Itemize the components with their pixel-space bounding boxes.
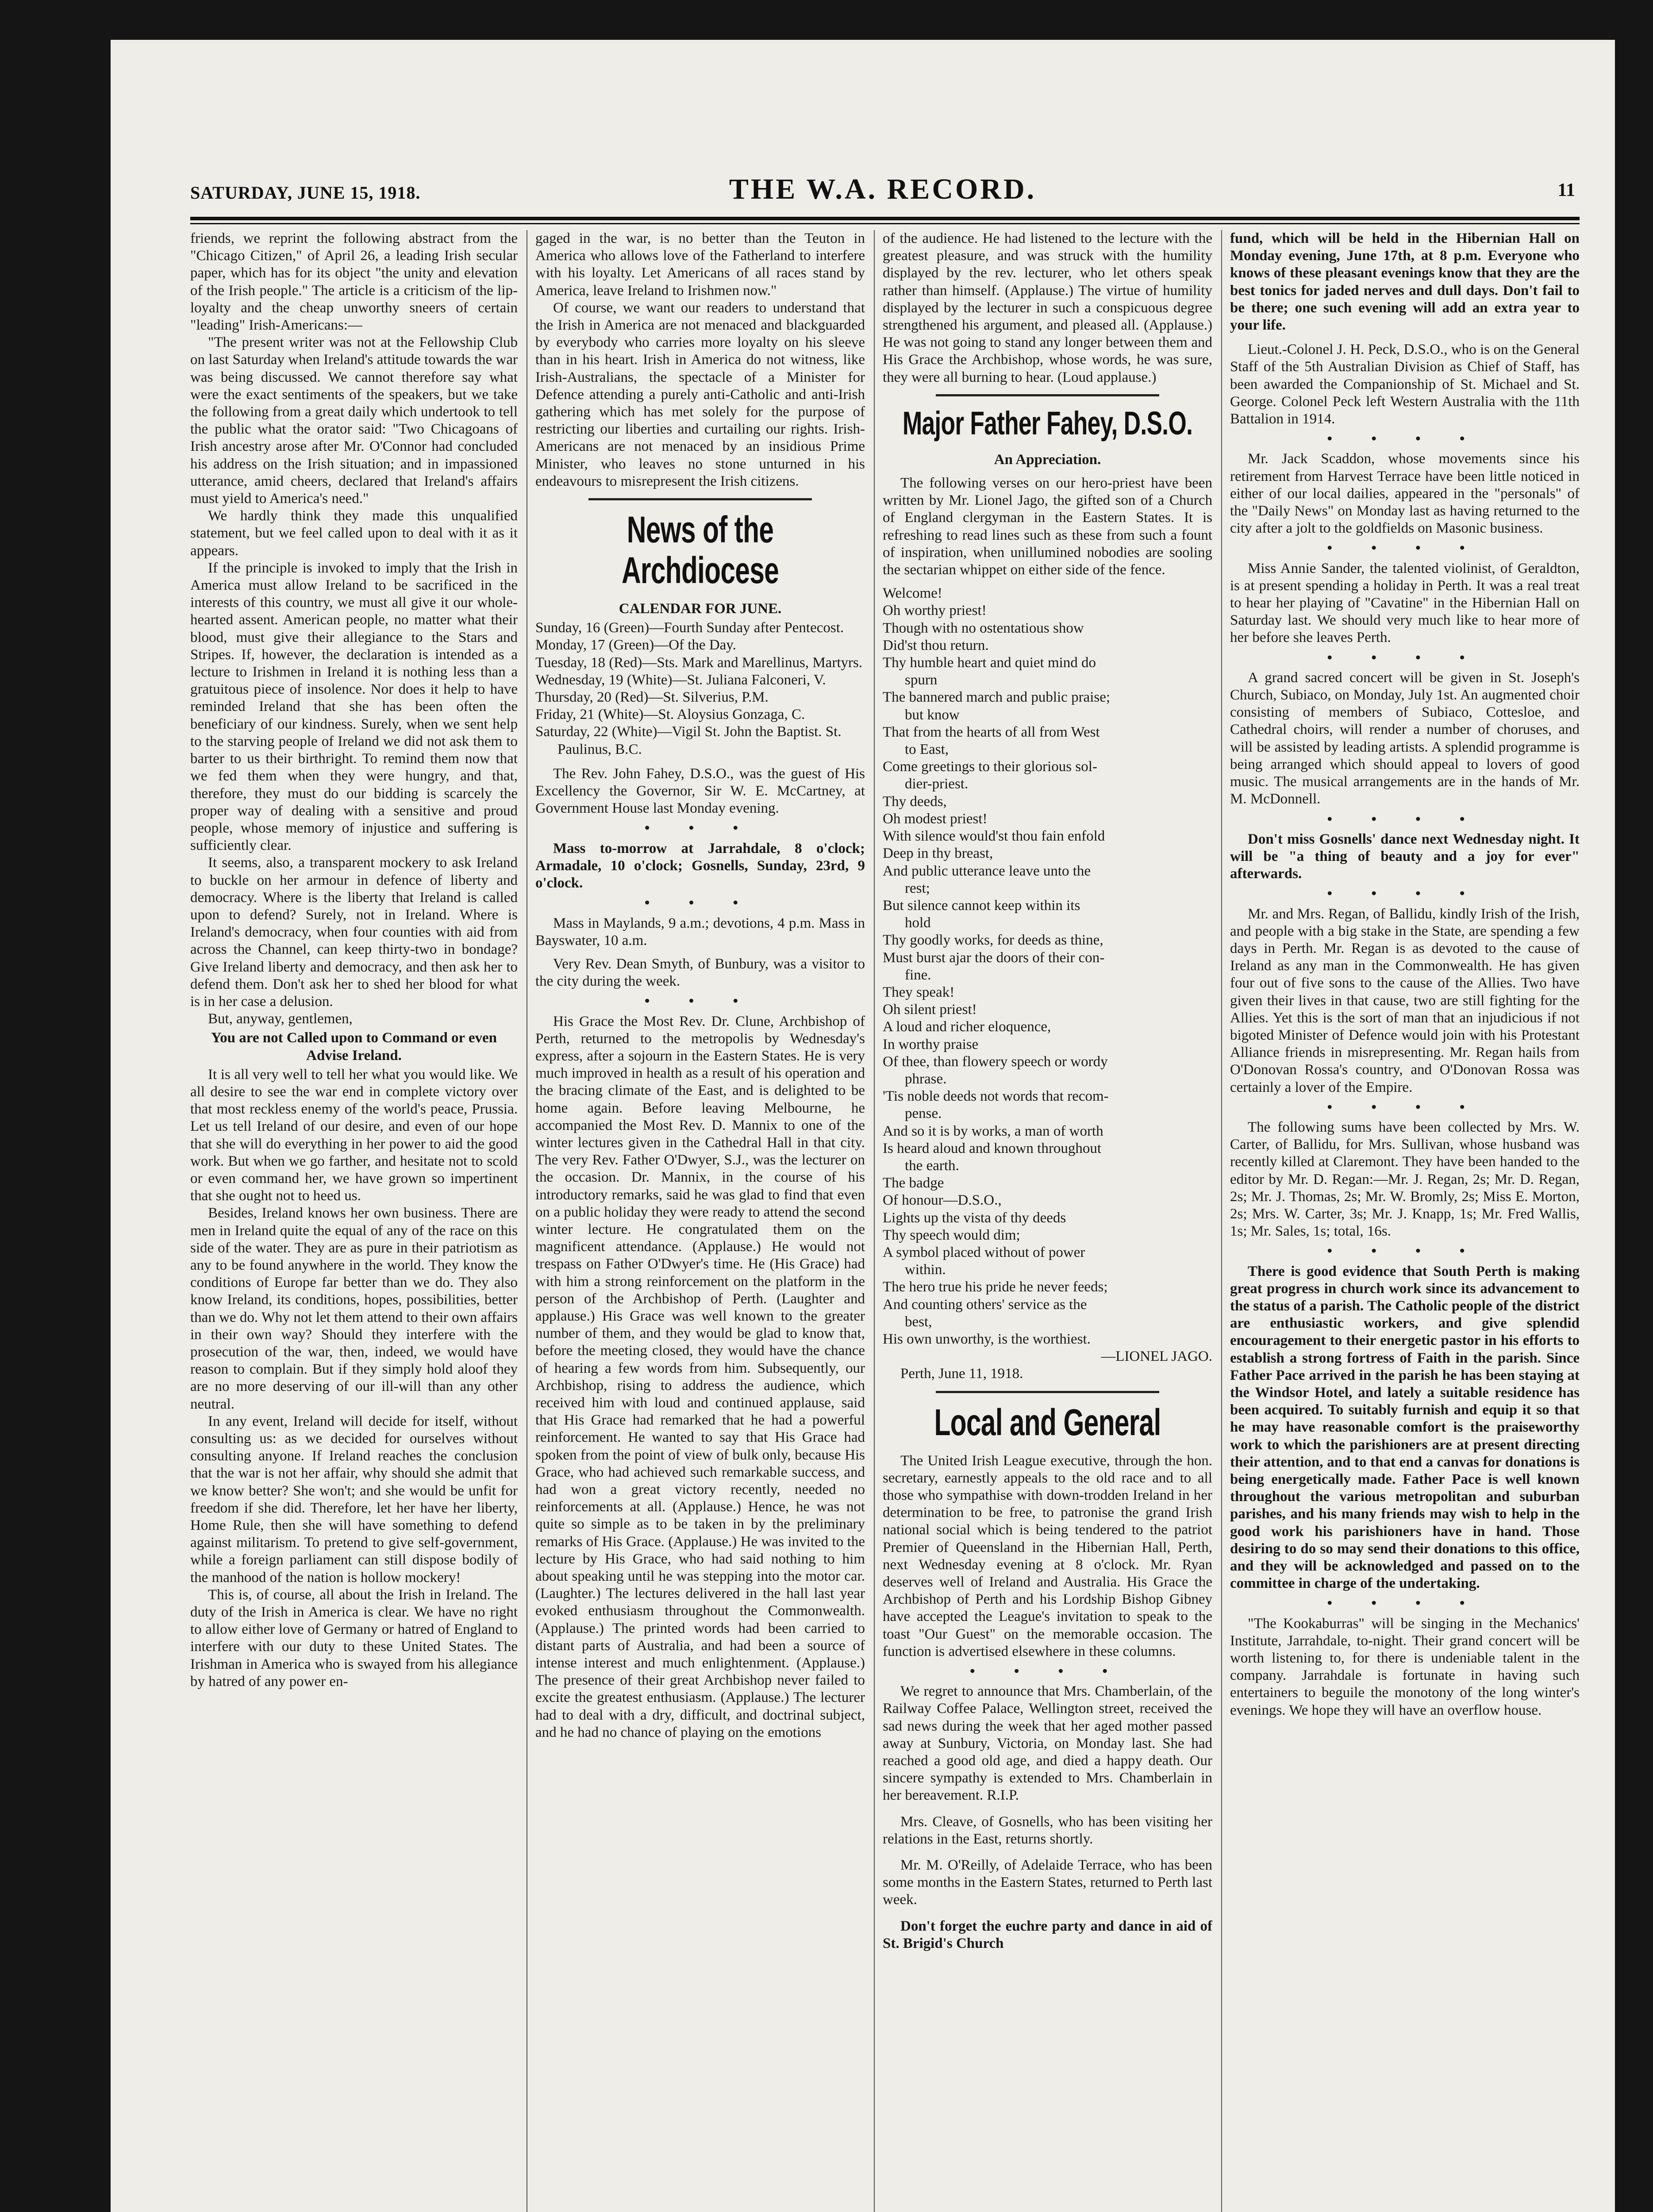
poem-line: Thy humble heart and quiet mind do (883, 655, 1096, 671)
poem-line: Must burst ajar the doors of their con- (883, 949, 1105, 966)
separator-stars: • • • • (1327, 1243, 1483, 1260)
separator-stars: • • • (644, 993, 756, 1010)
poem-line: Oh silent priest! (883, 1002, 977, 1018)
poem-line: 'Tis noble deeds not words that recom- (883, 1088, 1109, 1105)
poem-line: Welcome! (883, 585, 942, 602)
calendar-title: CALENDAR FOR JUNE. (619, 601, 782, 617)
article-paragraph: Mass in Maylands, 9 a.m.; devotions, 4 p.m. Mass in Bayswater, 10 a.m. (535, 915, 865, 949)
section-rule (936, 394, 1159, 396)
poem-line: Though with no ostentatious show (883, 620, 1084, 636)
poem-line: dier-priest. (905, 776, 969, 792)
article-paragraph: The United Irish League executive, through the hon. secretary, earnestly appeals to the old race and to all those who sympathise with down-trodden Ireland in her determination to be free, to patronise the grand Irish national social which is being tendered to the patriot Premier of Queensland in the Hibernian Hall, Perth, next Wednesday evening at 8 o'clock. Mr. Ryan deserves well of Ireland and Australia. His Grace the Archbishop of Perth and his Lordship Bishop Gibney have accepted the League's invitation to speak to the toast "Our Guest" on the memorable occasion. The function is advertised elsewhere in these columns. (883, 1452, 1212, 1659)
header-rule-thick (190, 217, 1580, 220)
article-paragraph: Mr. M. O'Reilly, of Adelaide Terrace, who has been some months in the Eastern States, returned to Perth last week. (883, 1857, 1212, 1908)
poem-signature: —LIONEL JAGO. (1101, 1348, 1212, 1365)
poem-line: to East, (905, 741, 949, 758)
poem-line: Lights up the vista of thy deeds (883, 1210, 1066, 1226)
separator-stars: • • • • (1327, 811, 1483, 827)
separator-stars: • • • • (1327, 1595, 1483, 1612)
column-3 (883, 230, 1212, 2212)
article-paragraph: Mrs. Cleave, of Gosnells, who has been visiting her relations in the East, returns shortly. (883, 1813, 1212, 1847)
article-paragraph-bold: There is good evidence that South Perth is making great progress in church work since its advancement to the status of a parish. The Catholic people of the district are enthusiastic workers, and give splendid encouragement to their energetic pastor in his efforts to establish a strong fortress of Faith in the parish. Since Father Pace arrived in the parish he has been staying at the Windsor Hotel, and lately a suitable residence has been acquired. To suitably furnish and equip it so that he may have reasonable comfort is the praiseworthy work to which the parishioners are at present directing their attention, and to that end a canvas for donations is being energetically made. Father Pace is well known throughout the various metropolitan and suburban parishes, and his many friends may wish to help in the good work his parishioners have in hand. Those desiring to do so may send their donations to this office, and they will be acknowledged and passed on to the committee in charge of the undertaking. (1230, 1263, 1580, 1592)
separator-stars: • • • • (1327, 431, 1483, 447)
separator-stars: • • • • (1327, 649, 1483, 666)
article-paragraph: friends, we reprint the following abstract from the "Chicago Citizen," of April 26, a leading Irish secular paper, which has for its object "the unity and elevation of the Irish people." The article is a criticism of the lip-loyalty and the cheap unworthy sneers of certain "leading" Irish-Americans:— (190, 230, 518, 334)
section-rule (588, 498, 812, 500)
separator-stars: • • • • (1327, 1099, 1483, 1115)
poem-line: Of thee, than flowery speech or wordy (883, 1053, 1108, 1070)
calendar-entry: Tuesday, 18 (Red)—Sts. Mark and Marellinus, Martyrs. (535, 654, 863, 671)
poem-line: fine. (905, 967, 931, 983)
article-paragraph: Besides, Ireland knows her own business. There are men in Ireland quite the equal of any of the race on this side of the water. They are as pure in their patriotism as any to be found anywhere in the world. They know the conditions of Europe far better than we do. They also know Ireland, its conditions, hopes, possibilities, better than we do. Why not let them attend to their own affairs in their own way? Should they interfere with the prosecution of the war, then, indeed, we would have reason to complain. But if they simply hold aloof they are no more deserving of our ill-will than any other neutral. (190, 1205, 518, 1412)
poem-line: Thy goodly works, for deeds as thine, (883, 932, 1103, 949)
calendar-entry: Friday, 21 (White)—St. Aloysius Gonzaga, C. (535, 707, 805, 723)
article-paragraph: Mr. and Mrs. Regan, of Ballidu, kindly Irish of the Irish, and people with a big stake in the State, are spending a few days in Perth. Mr. Regan is as devoted to the cause of Ireland as any man in the Commonwealth. He has given four out of five sons to the cause of the Allies. Two have given their lives in that cause, two are still fighting for the Allies. Yet this is the sort of man that an injudicious if not bigoted Minister of Defence would join with his Protestant Alliance friends in misrepresenting. Mr. Regan hails from O'Donovan Rossa's country, and O'Donovan Rossa was certainly a lover of the Empire. (1230, 906, 1580, 1095)
article-paragraph: The following verses on our hero-priest have been written by Mr. Lionel Jago, the gifted son of a Church of England clergyman in the Eastern States. It is refreshing to read lines such as these from such a fount of inspiration, when unillumined nobodies are sooling the sectarian whippet on either side of the fence. (883, 475, 1212, 578)
column-4 (1230, 230, 1580, 2212)
article-paragraph: Of course, we want our readers to understand that the Irish in America are not menaced and blackguarded by everybody who carries more loyalty on his sleeve than in his heart. Irish in America do not witness, like Irish-Australians, the spectacle of a Minister for Defence attending a purely anti-Catholic and anti-Irish gathering which has met solely for the purpose of restricting our liberties and curtailing our rights. Irish-Americans are not menaced by an insidious Prime Minister, who leaves no stone unturned in his endeavours to misrepresent the Irish citizens. (535, 300, 865, 489)
separator-stars: • • • • (970, 1663, 1125, 1680)
calendar-list (535, 619, 865, 758)
section-rule (936, 1391, 1159, 1393)
article-paragraph: Very Rev. Dean Smyth, of Bunbury, was a visitor to the city during the week. (535, 956, 865, 990)
poem-line: And so it is by works, a man of worth (883, 1123, 1103, 1139)
calendar-entry: Wednesday, 19 (White)—St. Juliana Falconeri, V. (535, 672, 826, 688)
calendar-entry: Saturday, 22 (White)—Vigil St. John the Baptist. St. Paulinus, B.C. (535, 724, 842, 757)
article-paragraph: In any event, Ireland will decide for itself, without consulting us: as we decided for ourselves without consulting anyone. If Ireland reaches the conclusion that the war is not her affair, why should she admit that we know better? She won't; and she would be unfit for freedom if she did. Therefore, let her have her liberty, Home Rule, then she will have something to defend against militarism. To pretend to give self-government, while a foreign parliament can still dispose bodily of the manhood of the nation is hollow mockery! (190, 1413, 518, 1586)
column-1 (190, 230, 518, 2212)
poem-line: Thy deeds, (883, 793, 947, 810)
article-paragraph: The Rev. John Fahey, D.S.O., was the guest of His Excellency the Governor, Sir W. E. McCartney, at Government House last Monday evening. (535, 765, 865, 817)
article-paragraph: We regret to announce that Mrs. Chamberlain, of the Railway Coffee Palace, Wellington street, received the sad news during the week that her aged mother passed away at Sunbury, Victoria, on Monday last. She had reached a good old age, and died a happy death. Our sincere sympathy is extended to Mrs. Chamberlain in her bereavement. R.I.P. (883, 1683, 1212, 1804)
article-paragraph: gaged in the war, is no better than the Teuton in America who allows love of the Fatherland to interfere with his loyalty. Let Americans of all races stand by America, leave Ireland to Irishmen now." (535, 230, 865, 299)
poem-line: That from the hearts of all from West (883, 724, 1100, 740)
poem-line: In worthy praise (883, 1036, 979, 1052)
article-paragraph: "The present writer was not at the Fellowship Club on last Saturday when Ireland's attitude towards the war was being discussed. We cannot therefore say what were the exact sentiments of the speakers, but we take the following from a great daily which undertook to tell the public what the orator said: "Two Chicagoans of Irish ancestry arose after Mr. O'Connor had concluded his address on the Irish situation; and in impassioned utterance, amid cheers, declared that Ireland's affairs must yield to America's need." (190, 334, 518, 507)
article-paragraph: "The Kookaburras" will be singing in the Mechanics' Institute, Jarrahdale, to-night. Their grand concert will be worth listening to, for there is undeniable talent in the company. Jarrahdale is fortunate in having such entertainers to beguile the monotony of the long winter's evenings. We hope they will have an overflow house. (1230, 1615, 1580, 1718)
article-paragraph-bold: Don't miss Gosnells' dance next Wednesday night. It will be "a thing of beauty and a joy for ever" afterwards. (1230, 831, 1580, 882)
poem-line: Did'st thou return. (883, 637, 989, 653)
poem-line: But silence cannot keep within its (883, 897, 1080, 914)
calendar-entry: Sunday, 16 (Green)—Fourth Sunday after Pentecost. (535, 620, 844, 636)
poem-line: best, (905, 1313, 932, 1330)
separator-stars: • • • (644, 895, 756, 911)
poem-line: Come greetings to their glorious sol- (883, 759, 1097, 775)
article-paragraph: His Grace the Most Rev. Dr. Clune, Archbishop of Perth, returned to the metropolis by Wednesday's express, after a sojourn in the Eastern States. He is very much improved in health as a result of his operation and the bracing climate of the East, and is delighted to be home again. Before leaving Melbourne, he accompanied the Most Rev. D. Mannix to one of the winter lectures given in the Cathedral Hall in that city. The very Rev. Father O'Dwyer, S.J., was the lecturer on the occasion. Dr. Mannix, in the course of his introductory remarks, said he was glad to find that even on a public holiday they were ready to attend the second winter lecture. He congratulated them on the magnificent attendance. (Applause.) He would not trespass on Father O'Dwyer's time. He (His Grace) had with him a strong reinforcement on the platform in the person of the Archbishop of Perth. (Laughter and applause.) His Grace was well known to the greater number of them, and they would be glad to know that, before the meeting closed, they would have the chance of hearing a few words from him. Subsequently, our Archbishop, rising to address the audience, which received him with loud and continued applause, said that His Grace had remarked that he had a powerful reinforcement. He wanted to say that His Grace had spoken from the point of view of bulk only, because His Grace, who had achieved such remarkable success, and had won a great victory recently, needed no reinforcements at all. (Applause.) Hence, he was not quite so simple as to be taken in by the preliminary remarks of His Grace. (Applause.) He was invited to the lecture by His Grace, who had said nothing to him about speaking until he was stepping into the motor car. (Laughter.) The lectures delivered in the hall last year evoked enthusiasm throughout the Commonwealth. (Applause.) The printed words had been carried to distant parts of Australia, and had been a source of intense interest and much enlightenment. (Applause.) The presence of their great Archbishop never failed to excite the greatest enthusiasm. (Applause.) The lecturer had to deal with a dry, difficult, and doctrinal subject, and he had no chance of playing on the emotions (535, 1013, 865, 1740)
newspaper-page (111, 40, 1615, 2212)
page-number: 11 (1557, 180, 1575, 200)
poem (883, 585, 1212, 1348)
article-paragraph: Lieut.-Colonel J. H. Peck, D.S.O., who is on the General Staff of the 5th Australian Division as Chief of Staff, has been awarded the Companionship of St. Michael and St. George. Colonel Peck left Western Australia with the 11th Battalion in 1914. (1230, 342, 1580, 427)
poem-line: phrase. (905, 1071, 947, 1087)
poem-line: With silence would'st thou fain enfold (883, 828, 1105, 845)
article-paragraph: It is all very well to tell her what you would like. We all desire to see the war end in complete victory over that most reckless enemy of the world's peace, Prussia. Let us tell Ireland of our desire, and even of our hope that she will do everything in her power to aid the good work. But when we go farther, and hesitate not to scold or even command her, we have grown so impertinent that she ought not to heed us. (190, 1066, 518, 1204)
poem-dateline: Perth, June 11, 1918. (900, 1366, 1023, 1382)
calendar-entry: Thursday, 20 (Red)—St. Silverius, P.M. (535, 689, 769, 706)
header-rule-thin (190, 223, 1580, 224)
poem-line: They speak! (883, 984, 955, 1000)
separator-stars: • • • • (1327, 540, 1483, 557)
section-headline-archdiocese: News of the Archdiocese (621, 509, 779, 591)
article-paragraph: But, anyway, gentlemen, (208, 1011, 353, 1027)
article-paragraph: It seems, also, a transparent mockery to ask Ireland to buckle on her armour in defence of liberty and democracy. Where is the liberty that Ireland is called upon to defend? Surely, not in Ireland. Where is Ireland's democracy, when four counties with aid from across the Channel, can keep thirty-two in bondage? Give Ireland liberty and democracy, and then ask her to defend them. Don't ask her to shed her blood for what is in her case a delusion. (190, 855, 518, 1010)
poem-line: And counting others' service as the (883, 1296, 1087, 1313)
column-divider (874, 230, 875, 2212)
article-paragraph: We hardly think they made this unqualified statement, but we feel called upon to deal with it as it appears. (190, 508, 518, 559)
poem-line: Deep in thy breast, (883, 845, 993, 862)
issue-date: SATURDAY, JUNE 15, 1918. (190, 183, 421, 203)
poem-line: Oh modest priest! (883, 810, 988, 827)
page-header (190, 173, 1575, 204)
poem-line: The bannered march and public praise; (883, 689, 1111, 706)
poem-line: Thy speech would dim; (883, 1227, 1020, 1243)
poem-line: The hero true his pride he never feeds; (883, 1279, 1108, 1295)
poem-line: spurn (905, 672, 938, 688)
article-paragraph-bold: Don't forget the euchre party and dance in aid of St. Brigid's Church (883, 1918, 1212, 1951)
article-subheading: An Appreciation. (994, 451, 1101, 468)
poem-line: Of honour—D.S.O., (883, 1192, 1002, 1209)
article-paragraph-bold: fund, which will be held in the Hibernian Hall on Monday evening, June 17th, at 8 p.m. Everyone who knows of these pleasant evenings know that they are the best tonics for jaded nerves and dull days. Don't fail to be there; one such evening will add an extra year to your life. (1230, 230, 1580, 334)
calendar-entry: Monday, 17 (Green)—Of the Day. (535, 637, 736, 653)
article-paragraph-bold: Mass to-morrow at Jarrahdale, 8 o'clock; Armadale, 10 o'clock; Gosnells, Sunday, 23rd, 9 o'clock. (535, 840, 865, 891)
article-paragraph: If the principle is invoked to imply that the Irish in America must allow Ireland to be sacrificed in the interests of this country, we must all give it our whole-hearted assent. American people, no matter what their blood, must give their allegiance to the Stars and Stripes. If, however, the declaration is intended as a lecture to Irishmen in Ireland it is nothing less than a gratuitous piece of insolence. Nor does it help to have reminded Ireland that she has been often the beneficiary of our kindness. Surely, when we sent help to the starving people of Ireland we did not ask them to barter to us their birthright. To remind them now that we fed them when they were hungry, and that, therefore, they must do our bidding is scarcely the proper way of dealing with a sensitive and proud people, whose memory of injustice and suffering is sufficiently clear. (190, 560, 518, 854)
article-paragraph: A grand sacred concert will be given in St. Joseph's Church, Subiaco, on Monday, July 1st. An augmented choir consisting of members of Subiaco, Cottesloe, and Cathedral choirs, will render a number of choruses, and will be assisted by leading artists. A splendid programme is being arranged which should appeal to lovers of good music. The musical arrangements are in the hands of Mr. M. McDonnell. (1230, 669, 1580, 807)
article-paragraph: Miss Annie Sander, the talented violinist, of Geraldton, is at present spending a holiday in Perth. It was a real treat to hear her playing of "Cavatine" in the Hibernian Hall on Saturday last. We should very much like to hear more of her before she leaves Perth. (1230, 560, 1580, 646)
poem-line: Oh worthy priest! (883, 603, 987, 619)
poem-line: hold (905, 915, 931, 931)
column-2 (535, 230, 865, 2212)
section-headline-fahey: Major Father Fahey, D.S.O. (902, 404, 1193, 442)
article-subheading: You are not Called upon to Command or even Advise Ireland. (211, 1030, 497, 1064)
poem-line: pense. (905, 1106, 942, 1122)
poem-line: but know (905, 707, 960, 723)
poem-line: And public utterance leave unto the (883, 863, 1091, 879)
masthead: THE W.A. RECORD. (729, 173, 1037, 205)
poem-line: His own unworthy, is the worthiest. (883, 1331, 1091, 1347)
poem-line: Is heard aloud and known throughout (883, 1140, 1101, 1156)
column-divider (1221, 230, 1222, 2212)
article-paragraph: This is, of course, all about the Irish in Ireland. The duty of the Irish in America is clear. We have no right to allow either love of Germany or hatred of England to interfere with our duty to these United States. The Irishman in America who is swayed from his allegiance by hatred of any power en- (190, 1586, 518, 1690)
poem-line: rest; (905, 880, 930, 896)
article-paragraph: The following sums have been collected by Mrs. W. Carter, of Ballidu, for Mrs. Sullivan, whose husband was recently killed at Claremont. They have been handed to the editor by Mr. D. Regan:—Mr. J. Regan, 2s; Mr. D. Regan, 2s; Mr. J. Thomas, 2s; Mr. W. Bromly, 2s; Miss E. Morton, 2s; Mrs. W. Carter, 3s; Mr. J. Knapp, 1s; Mr. Fred Wallis, 1s; Mr. Sales, 1s; total, 16s. (1230, 1119, 1580, 1240)
poem-line: A loud and richer eloquence, (883, 1019, 1051, 1035)
poem-line: A symbol placed without of power (883, 1244, 1085, 1260)
poem-line: The badge (883, 1175, 944, 1191)
separator-stars: • • • (644, 820, 756, 837)
separator-stars: • • • • (1327, 886, 1483, 902)
article-paragraph: of the audience. He had listened to the lecture with the greatest pleasure, and was struck with the humility displayed by the rev. lecturer, who let others speak rather than himself. (Applause.) The virtue of humility displayed by the lecturer in such a conspicuous degree strengthened his argument, and pleased all. (Applause.) He was not going to stand any longer between them and His Grace the Archbishop, whose words, he was sure, they were all burning to hear. (Loud applause.) (883, 230, 1212, 385)
article-paragraph: Mr. Jack Scaddon, whose movements since his retirement from Harvest Terrace have been little noticed in either of our local dailies, appeared in the "personals" of the "Daily News" on Monday last as having returned to the city after a jolt to the goldfields on Masonic business. (1230, 451, 1580, 537)
section-headline-local: Local and General (934, 1401, 1161, 1443)
poem-line: the earth. (905, 1157, 959, 1174)
poem-line: within. (905, 1262, 946, 1278)
